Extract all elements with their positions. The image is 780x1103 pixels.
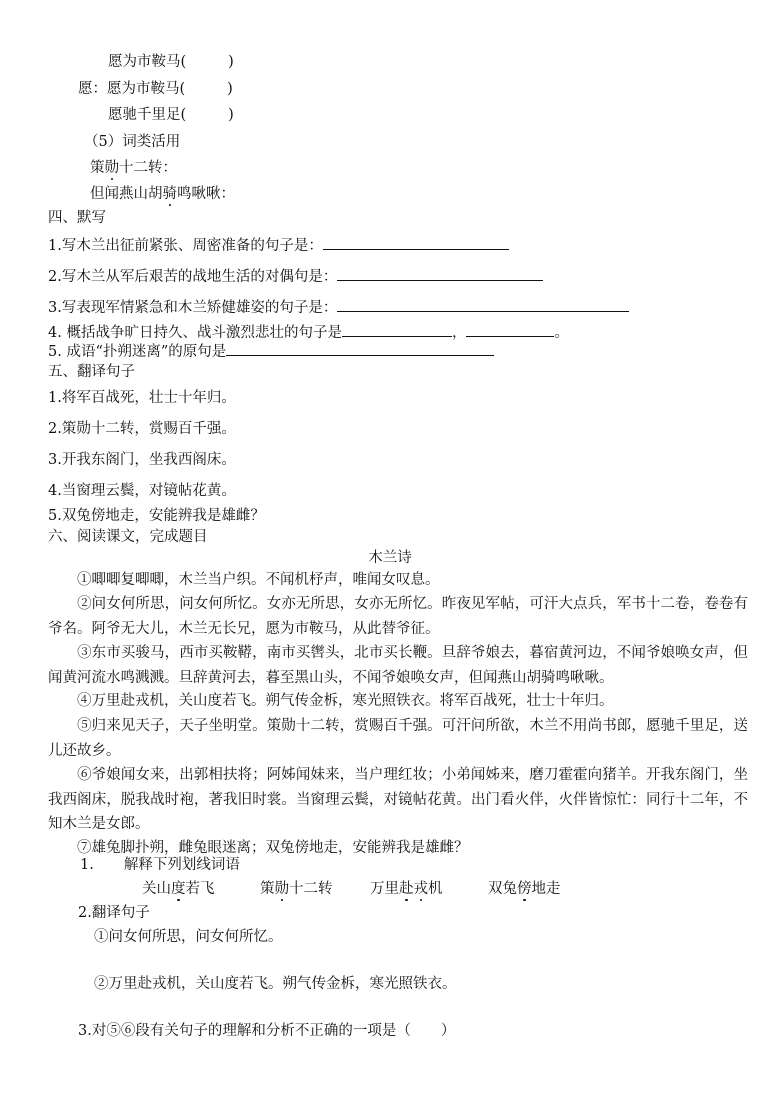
poem-paragraph-5: ⑤归来见天子，天子坐明堂。策勋十二转，赏赐百千强。可汗问所欲，木兰不用尚书郎，愿驰千里足，送儿还故乡。	[48, 718, 748, 759]
yuan-item-2: 愿：愿为市鞍马( )	[78, 81, 233, 97]
yuan-item-3: 愿驰千里足( )	[108, 107, 234, 123]
dictation-q1: 1.写木兰出征前紧张、周密准备的句子是：	[48, 235, 509, 256]
poem-paragraph-6: ⑥爷娘闻女来，出郭相扶将；阿姊闻妹来，当户理红妆；小弟闻姊来，磨刀霍霍向猪羊。开我东阁门，坐我西阁床，脱我战时袍，著我旧时裳。当窗理云鬓，对镜帖花黄。出门看火伴，火伴皆惊忙：同行十二年，不知木兰是女郎。	[48, 767, 748, 832]
answer-blank[interactable]	[342, 322, 452, 337]
reading-q2: 2.翻译句子	[78, 905, 150, 921]
vocab-word-1: 关山度若飞	[142, 881, 215, 897]
vocab-word-3: 万里赴戎机	[370, 881, 443, 897]
answer-blank[interactable]	[466, 322, 554, 337]
poem-title: 木兰诗	[368, 550, 412, 566]
translate-q3: 3.开我东阁门，坐我西阁床。	[48, 452, 236, 468]
reading-q2-a: ①问女何所思，问女何所忆。	[94, 929, 283, 945]
dictation-q3: 3.写表现军情紧急和木兰矫健雄姿的句子是：	[48, 297, 629, 318]
translate-q5: 5.双兔傍地走，安能辨我是雄雌？	[48, 508, 265, 524]
cilei-item-2: 但闻燕山胡骑鸣啾啾：	[90, 186, 235, 202]
reading-q1: 1. 解释下列划线词语	[80, 857, 240, 873]
poem-paragraph-4: ④万里赴戎机，关山度若飞。朔气传金柝，寒光照铁衣。将军百战死，壮士十年归。	[77, 693, 614, 709]
answer-blank[interactable]	[323, 235, 509, 250]
poem-paragraph-3: ③东市买骏马，西市买鞍鞯，南市买辔头，北市买长鞭。旦辞爷娘去，暮宿黄河边，不闻爷娘唤女声，但闻黄河流水鸣溅溅。旦辞黄河去，暮至黑山头，不闻爷娘唤女声，但闻燕山胡骑鸣啾啾。	[48, 645, 748, 686]
vocab-word-4: 双兔傍地走	[488, 881, 561, 897]
poem-paragraph-2: ②问女何所思，问女何所忆。女亦无所思，女亦无所忆。昨夜见军帖，可汗大点兵，军书十二卷，卷卷有爷名。阿爷无大儿，木兰无长兄，愿为市鞍马，从此替爷征。	[48, 596, 748, 637]
translate-q1: 1.将军百战死，壮士十年归。	[48, 390, 236, 406]
reading-q3: 3.对⑤⑥段有关句子的理解和分析不正确的一项是（ ）	[78, 1023, 456, 1039]
section-6-heading: 六、阅读课文，完成题目	[48, 529, 208, 545]
dictation-q5: 5. 成语“扑朔迷离”的原句是	[48, 341, 494, 362]
vocab-word-2: 策勋十二转	[260, 881, 333, 897]
section-4-heading: 四、默写	[48, 210, 106, 226]
poem-paragraph-1: ①唧唧复唧唧，木兰当户织。不闻机杼声，唯闻女叹息。	[77, 572, 440, 588]
section-5-heading: 五、翻译句子	[48, 364, 135, 380]
yuan-item-1: 愿为市鞍马( )	[108, 54, 234, 70]
answer-blank[interactable]	[337, 297, 629, 312]
dictation-q4: 4. 概括战争旷日持久、战斗激烈悲壮的句子是 ， 。	[48, 322, 569, 343]
cilei-heading: （5）词类活用	[84, 134, 181, 150]
reading-q2-b: ②万里赴戎机，关山度若飞。朔气传金柝，寒光照铁衣。	[94, 976, 457, 992]
answer-blank[interactable]	[337, 266, 543, 281]
poem-paragraph-7: ⑦雄兔脚扑朔，雌兔眼迷离；双兔傍地走，安能辨我是雄雌？	[77, 840, 469, 856]
cilei-item-1: 策勋十二转：	[90, 160, 177, 176]
translate-q4: 4.当窗理云鬓，对镜帖花黄。	[48, 483, 236, 499]
answer-blank[interactable]	[226, 341, 494, 356]
dictation-q2: 2.写木兰从军后艰苦的战地生活的对偶句是：	[48, 266, 543, 287]
translate-q2: 2.策勋十二转，赏赐百千强。	[48, 421, 236, 437]
